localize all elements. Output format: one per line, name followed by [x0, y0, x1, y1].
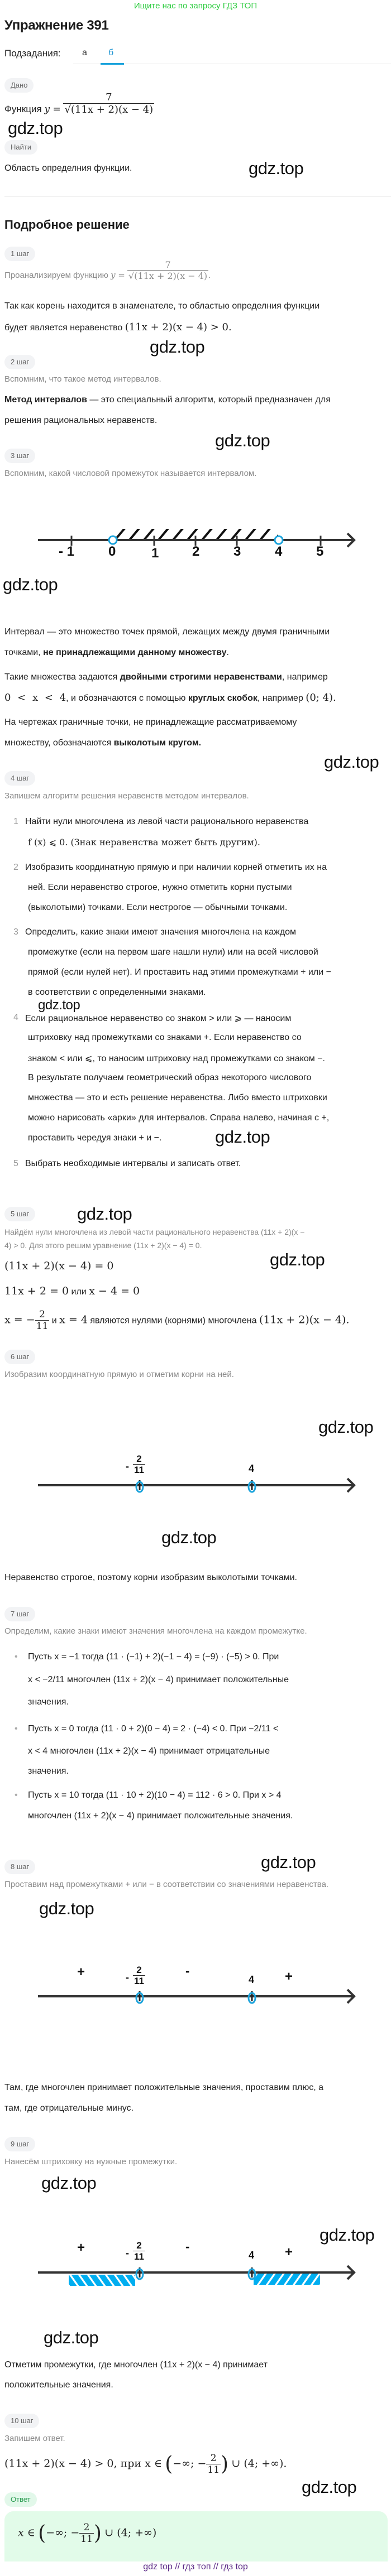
para-text: . — [226, 648, 229, 657]
fraction-numerator: 2 — [136, 1453, 142, 1464]
step-4-pill: 4 шаг — [4, 771, 35, 786]
interval-sets-line-1 — [4, 672, 328, 682]
test-point-2-line: Пусть x = 0 тогда (11 · 0 + 2)(0 − 4) = 2 · (−4) < 0. При −2/11 < — [28, 1724, 279, 1734]
answer-pill: Ответ — [4, 2492, 37, 2507]
root-1-fraction — [133, 1453, 145, 1475]
watermark: gdz.top — [320, 2225, 375, 2245]
formula: (11x + 2)(x − 4) > 0, при x ∈ — [4, 2457, 162, 2470]
sign-minus-middle: - — [185, 1964, 190, 1978]
axis-label: 1 — [151, 546, 159, 561]
algo-item-4-line: Если рациональное неравенство со знаком > или ⩾ — наносим — [25, 1014, 292, 1023]
step-1-para-1: Так как корень находится в знаменателе, то областью определния функции — [4, 301, 320, 311]
connector-text: и — [49, 1316, 60, 1326]
para-text: Такие множества задаются — [4, 672, 120, 682]
algo-item-2-line: (выколотыми) точками. Если нестрогое — обычными точками. — [28, 903, 288, 912]
para-text: , например — [282, 672, 328, 682]
formula: x = − — [4, 1313, 35, 1326]
algo-item-number: 5 — [13, 1159, 18, 1168]
subtasks-label: Подзадания: — [4, 48, 61, 59]
given-fraction — [63, 92, 154, 115]
answer-formula — [18, 2522, 156, 2545]
watermark: gdz.top — [261, 1852, 316, 1872]
watermark: gdz.top — [318, 1417, 374, 1437]
watermark: gdz.top — [8, 118, 63, 138]
final-inequality — [4, 2453, 287, 2476]
fraction-denominator: √(11x + 2)(x − 4) — [64, 104, 154, 116]
formula: −∞; − — [46, 2526, 80, 2539]
algo-item-number: 2 — [13, 863, 18, 872]
bullet-icon: • — [15, 1790, 18, 1800]
fraction-numerator: 7 — [165, 259, 171, 270]
fraction-denominator: 11 — [134, 2251, 144, 2262]
algo-item-number: 3 — [13, 927, 18, 937]
axis-label: - 1 — [59, 544, 75, 559]
shaded-number-line — [0, 2261, 391, 2294]
axis-label: 2 — [192, 544, 200, 559]
test-point-3-line: многочлен (11x + 2)(x − 4) принимает положительные значения. — [28, 1811, 293, 1821]
root-2-label: 4 — [249, 2250, 255, 2261]
watermark: gdz.top — [161, 1528, 217, 1547]
bold-term: круглых скобок — [188, 694, 258, 703]
step-3-pill: 3 шаг — [4, 449, 35, 463]
step-2-hint: Вспомним, что такое метод интервалов. — [4, 374, 161, 384]
fraction-numerator: 2 — [39, 1309, 45, 1320]
bold-term: не принадлежащими данному множеству — [43, 648, 227, 657]
para-text: — это специальный алгоритм, который предназначен для — [87, 395, 331, 405]
step-9-pill: 9 шаг — [4, 2137, 35, 2151]
step-8-hint: Проставим над промежутками + или − в соответствии со значениями неравенства. — [4, 1880, 329, 1889]
step-6-note: Неравенство строгое, поэтому корни изобразим выколотыми точками. — [4, 1573, 297, 1582]
fraction-numerator: 2 — [136, 2240, 142, 2251]
axis-label: 0 — [108, 544, 116, 559]
footer-links[interactable]: gdz top // гдз топ // гдз top — [143, 2562, 248, 2572]
bold-term: Метод интервалов — [4, 395, 87, 405]
step-9-note-line-2: положительные значения. — [4, 2380, 113, 2390]
connector-text: или — [69, 1287, 89, 1297]
formula: 11x + 2 = 0 — [4, 1285, 69, 1297]
watermark: gdz.top — [215, 431, 270, 450]
equation-3 — [4, 1309, 349, 1332]
root-2-label: 4 — [249, 1974, 255, 1985]
formula: x − 4 = 0 — [89, 1285, 140, 1297]
interval-sets-line-2 — [4, 692, 336, 704]
algo-item-3-line: прямой (если нулей нет). И проставить над этими промежутками + или − — [28, 967, 331, 977]
watermark: gdz.top — [41, 2173, 97, 2193]
left-paren: ( — [165, 2453, 173, 2476]
fraction-denominator: 11 — [134, 1976, 144, 1986]
test-point-3-line: Пусть x = 10 тогда (11 · 10 + 2)(10 − 4) = 112 · 6 > 0. При x > 4 — [28, 1790, 282, 1800]
sign-plus-right: + — [285, 1969, 293, 1984]
bold-term: двойными строгими неравенствами — [120, 672, 282, 682]
page-title: Упражнение 391 — [4, 18, 109, 33]
left-paren: ( — [38, 2522, 46, 2545]
step-9-hint: Нанесём штриховку на нужные промежутки. — [4, 2157, 178, 2166]
algo-item-4-line: можно нарисовать «арки» для интервалов. Справа налево, начиная с +, — [28, 1113, 330, 1123]
interval-def-line-2 — [4, 648, 229, 658]
inequality-formula: (11x + 2)(x − 4) > 0. — [125, 321, 232, 333]
algo-item-4-line: штриховку над промежутками со знаками +. Если неравенство со — [28, 1033, 302, 1042]
fraction-denominator: 11 — [80, 2534, 93, 2545]
fraction-denominator: √(11x + 2)(x − 4) — [128, 270, 208, 281]
step-6-pill: 6 шаг — [4, 1350, 35, 1364]
root-1-fraction — [133, 1964, 145, 1986]
inequality-formula: 0 < x < 4 — [4, 692, 66, 704]
bold-term: выколотым кругом. — [113, 738, 202, 748]
bullet-icon: • — [15, 1652, 18, 1662]
fraction-denominator: 11 — [134, 1465, 144, 1475]
hint-formula: y = — [111, 270, 125, 280]
fraction-denominator: 11 — [36, 1321, 49, 1332]
sign-plus-left: + — [77, 2240, 85, 2255]
algo-item-2-line: Изобразить координатную прямую и при наличии корней отметить их на — [25, 863, 327, 872]
drawing-note-line-1: На чертежах граничные точки, не принадлежащие рассматриваемому — [4, 718, 297, 727]
watermark: gdz.top — [150, 337, 205, 357]
given-function — [4, 92, 154, 116]
step-8-note-line-1: Там, где многочлен принимает положительные значения, проставим плюс, а — [4, 2083, 323, 2092]
fraction-numerator: 7 — [106, 92, 112, 104]
fraction-numerator: 2 — [210, 2453, 217, 2464]
step-8-note-line-2: там, где отрицательные минус. — [4, 2103, 134, 2113]
equation-1: (11x + 2)(x − 4) = 0 — [4, 1260, 114, 1272]
watermark: gdz.top — [215, 1127, 270, 1147]
watermark: gdz.top — [302, 2477, 357, 2497]
step-1-pill: 1 шаг — [4, 247, 35, 261]
algo-item-1-line: Найти нули многочлена из левой части рационального неравенства — [25, 817, 309, 826]
formula: x ∈ — [18, 2526, 35, 2539]
fraction — [79, 2522, 94, 2545]
root-1-sign: - — [126, 1461, 129, 1472]
test-point-1-line: Пусть x = −1 тогда (11 · (−1) + 2)(−1 − 4) = (−9) · (−5) > 0. При — [28, 1652, 279, 1662]
step-7-pill: 7 шаг — [4, 1607, 35, 1621]
step-10-pill: 10 шаг — [4, 2414, 39, 2428]
interval-def-line-1: Интервал — это множество точек прямой, лежащих между двумя граничными — [4, 627, 330, 637]
drawing-note-line-2 — [4, 738, 201, 748]
given-pill: Дано — [4, 78, 34, 93]
algo-item-3-line: промежутке (если на первом шаге нашли нули) или на всей числовой — [28, 947, 318, 957]
para-text: точками, — [4, 648, 44, 657]
step-2-para-1 — [4, 395, 331, 405]
right-paren: ) — [221, 2453, 229, 2476]
tab-subtask-b[interactable]: б — [108, 48, 114, 57]
watermark: gdz.top — [39, 1899, 94, 1918]
axis-label: 5 — [316, 544, 324, 559]
step-3-hint: Вспомним, какой числовой промежуток называется интервалом. — [4, 469, 257, 478]
signs-number-line — [0, 1984, 391, 2012]
formula: ∪ (4; +∞). — [231, 2457, 287, 2470]
axis-label: 4 — [275, 544, 283, 559]
step-1-para-2 — [4, 321, 232, 333]
given-formula-lhs: y = — [44, 104, 61, 115]
step-4-hint: Запишем алгоритм решения неравенств методом интервалов. — [4, 791, 249, 801]
watermark: gdz.top — [44, 2328, 99, 2347]
algo-item-2-line: ней. Если неравенство строгое, нужно отметить корни пустыми — [28, 883, 292, 892]
roots-number-line — [0, 1473, 391, 1501]
algo-item-4-line: проставить чередуя знаки + и −. — [28, 1133, 162, 1143]
test-point-2-line: x < 4 многочлен (11x + 2)(x − 4) принимает отрицательные — [28, 1746, 270, 1756]
sign-minus-middle: - — [185, 2240, 190, 2254]
watermark: gdz.top — [270, 1250, 325, 1269]
root-2-label: 4 — [249, 1463, 255, 1474]
para-text: , например — [257, 694, 306, 703]
watermark: gdz.top — [249, 158, 304, 178]
right-paren: ) — [93, 2522, 102, 2545]
given-text: Функция — [4, 104, 42, 114]
para-text: являются нулями (корнями) многочлена — [87, 1316, 259, 1326]
section-divider — [4, 196, 391, 197]
fraction-numerator: 2 — [136, 1964, 142, 1975]
interval-formula: (0; 4). — [306, 692, 336, 704]
algo-item-3-line: Определить, какие знаки имеют значения многочлена на каждом — [25, 927, 297, 937]
sign-plus-right: + — [285, 2245, 293, 2260]
solution-heading: Подробное решение — [4, 218, 130, 232]
tab-subtask-a[interactable]: а — [82, 48, 87, 57]
fraction — [206, 2453, 221, 2476]
sign-plus-left: + — [77, 1964, 85, 1980]
step-5-hint-line-1: Найдём нули многочлена из левой части рационального неравенства (11x + 2)(x − — [4, 1227, 305, 1236]
formula: −∞; − — [173, 2457, 207, 2470]
equation-2 — [4, 1285, 140, 1298]
find-text: Область определния функции. — [4, 163, 132, 173]
step-5-hint-line-2: 4) > 0. Для этого решим уравнение (11x + 2)(x − 4) = 0. — [4, 1241, 202, 1250]
algo-item-5-line: Выбрать необходимые интервалы и записать ответ. — [25, 1159, 241, 1168]
bullet-icon: • — [15, 1724, 18, 1734]
algo-item-number: 4 — [13, 1013, 18, 1022]
test-point-2-line: значения. — [28, 1766, 69, 1776]
watermark: gdz.top — [3, 575, 58, 594]
search-banner: Ищите нас по запросу ГДЗ ТОП — [133, 1, 258, 11]
step-6-hint: Изобразим координатную прямую и отметим корни на ней. — [4, 1370, 234, 1379]
fraction-numerator: 2 — [83, 2522, 90, 2533]
root-1-sign: - — [126, 1972, 129, 1983]
watermark: gdz.top — [77, 1204, 132, 1224]
step-8-pill: 8 шаг — [4, 1860, 35, 1874]
para-text: множеству, обозначаются — [4, 738, 114, 748]
find-pill: Найти — [4, 140, 37, 155]
algo-item-4-line: знаком < или ⩽, то наносим штриховку над промежутками со знаком −. — [28, 1054, 325, 1063]
fraction — [35, 1309, 50, 1332]
watermark: gdz.top — [38, 998, 80, 1013]
step-9-note-line-1: Отметим промежутки, где многочлен (11x + 2)(x − 4) принимает — [4, 2360, 268, 2370]
step-7-hint: Определим, какие знаки имеют значения многочлена на каждом промежутке. — [4, 1626, 307, 1636]
hint-text: Проанализируем функцию — [4, 271, 108, 280]
para-text: , и обозначаются с помощью — [66, 694, 188, 703]
algo-item-4-line: В результате получаем геометрический образ некоторого числового — [28, 1073, 312, 1082]
formula: x = 4 — [59, 1313, 88, 1326]
fraction-denominator: 11 — [207, 2464, 220, 2476]
algo-item-3-line: в соответствии с определенными знаками. — [28, 988, 206, 997]
active-tab-indicator — [101, 63, 124, 65]
step-5-pill: 5 шаг — [4, 1207, 35, 1221]
root-1-sign: - — [126, 2247, 129, 2259]
algo-item-number: 1 — [13, 817, 18, 826]
root-1-fraction — [133, 2240, 145, 2262]
step-2-para-2: решения рациональных неравенств. — [4, 416, 158, 425]
test-point-1-line: x < −2/11 многочлен (11x + 2)(x − 4) принимает положительные — [28, 1675, 289, 1684]
formula: ∪ (4; +∞) — [104, 2526, 157, 2539]
hint-fraction — [127, 259, 208, 281]
algo-item-4-line: множества — это и есть решение неравенства. Либо вместо штриховки — [28, 1093, 327, 1102]
step-2-pill: 2 шаг — [4, 355, 35, 369]
watermark: gdz.top — [324, 752, 379, 772]
para-text: будет является неравенство — [4, 323, 123, 333]
formula: (11x + 2)(x − 4). — [259, 1313, 350, 1326]
test-point-1-line: значения. — [28, 1697, 69, 1707]
algo-item-1-line: f (x) ⩽ 0. (Знак неравенства может быть другим). — [28, 837, 260, 848]
axis-label: 3 — [233, 544, 241, 559]
step-10-hint: Запишем ответ. — [4, 2434, 65, 2443]
step-1-hint: Проанализируем функцию y = $\frac{7}{√(11x + 2)(x - 4)}$ . — [4, 259, 211, 281]
